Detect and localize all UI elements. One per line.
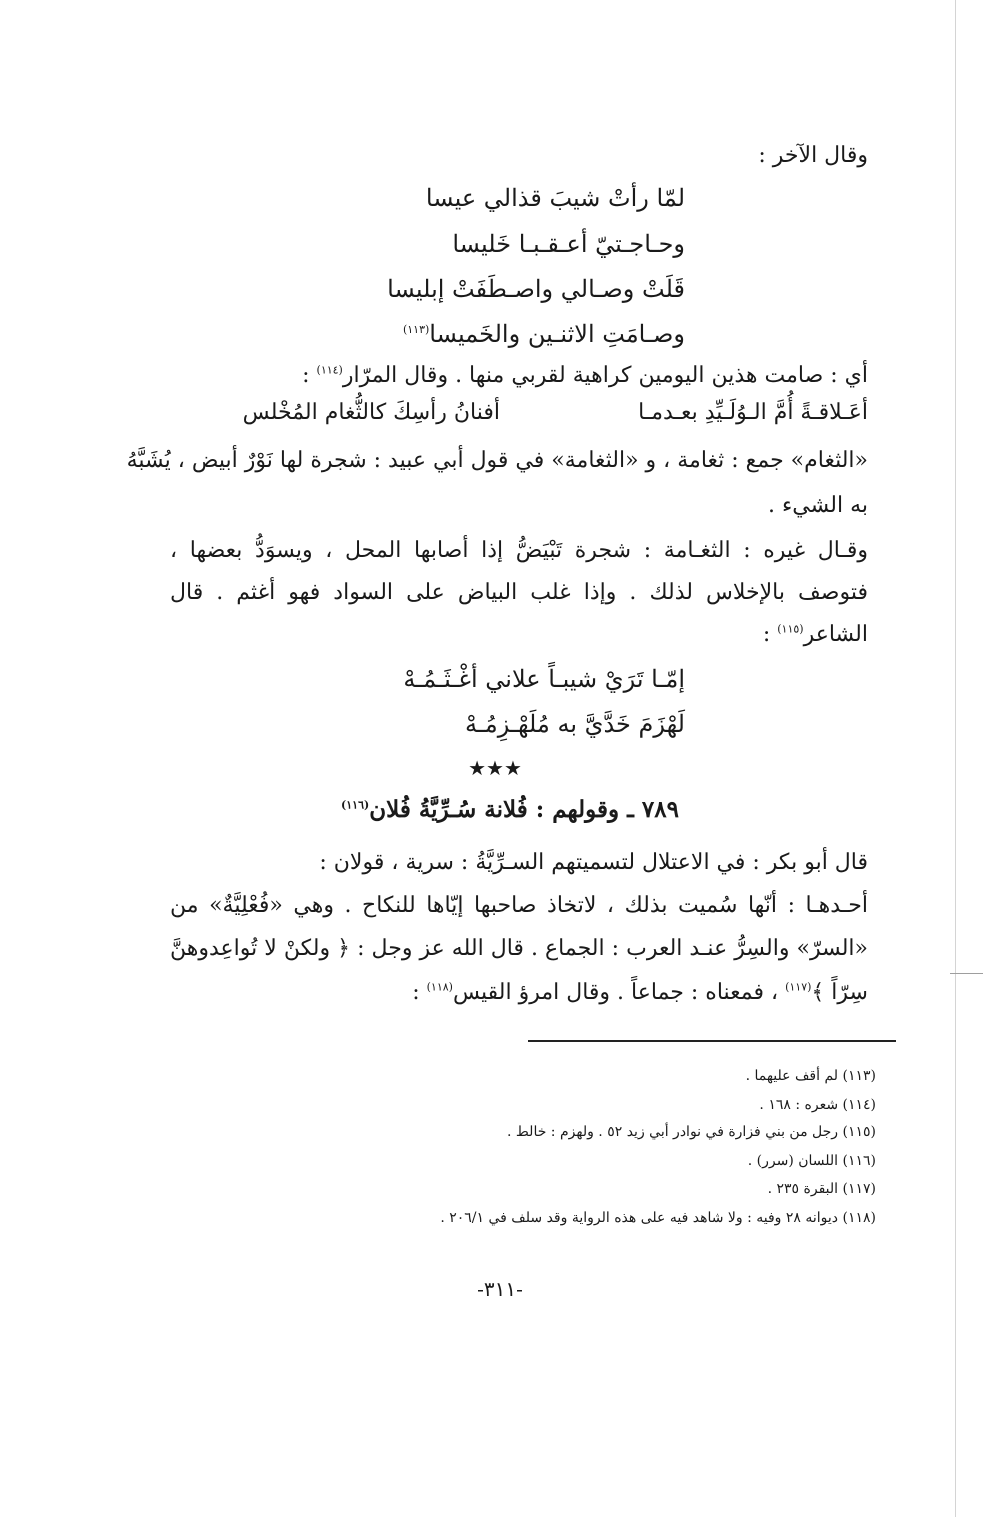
verse2-right-hemistich: أعَـلاقـةً أُمَّ الـوُلَـيِّدِ بعـدمـا bbox=[638, 400, 868, 425]
poem2-line-1: إمّـا تَرَيْ شيبـاً علاني أغْـثَـمُـهْ bbox=[403, 665, 685, 693]
paragraph-1-tail: : bbox=[302, 363, 317, 388]
footnote-ref-114: (١١٤) bbox=[316, 363, 343, 377]
paragraph-4-line-3: «السرّ» والسِرُّ عنـد العرب : الجماع . قال الله عز وجل : ﴿ ولكنْ لا تُواعِدوهنَّ bbox=[170, 936, 868, 961]
footnote-113: (١١٣) لم أقف عليهما . bbox=[745, 1068, 876, 1084]
footnote-ref-115: (١١٥) bbox=[777, 622, 804, 636]
paragraph-4-last-c: : bbox=[412, 980, 427, 1005]
footnote-ref-118: (١١٨) bbox=[426, 980, 453, 994]
page-number: -٣١١- bbox=[477, 1277, 523, 1301]
poem1-line-4 bbox=[355, 320, 685, 348]
paragraph-2-line-1: «الثغام» جمع : ثغامة ، و «الثغامة» في قول أبي عبيد : شجرة لها نَوْرٌ أبيض ، يُشَبَّهُ bbox=[126, 448, 868, 473]
poem1-line-4-text: وصـامَتِ الاثنـين والخَميسا bbox=[429, 320, 685, 348]
paragraph-4-line-2: أحـدهـا : أنّها سُميت بذلك ، لاتخاذ صاحبها إيّاها للنكاح . وهي «فُعْلِيَّةٌ» من bbox=[170, 893, 868, 918]
poem1-line-3: قَلَتْ وصـالي واصـطَفَتْ إبليسا bbox=[387, 275, 685, 303]
paragraph-4-line-1: قال أبو بكر : في الاعتلال لتسميتهم السـرِّيَّةُ : سرية ، قولان : bbox=[319, 850, 868, 875]
footnote-divider bbox=[528, 1040, 896, 1042]
intro-line: وقال الآخر : bbox=[758, 143, 868, 168]
paragraph-3-line-2: فتوصف بالإخلاس لذلك . وإذا غلب البياض على السواد فهو أغثم . قال bbox=[170, 580, 868, 605]
footnote-118: (١١٨) ديوانه ٢٨ وفيه : ولا شاهد فيه على هذه الرواية وقد سلف في ٢٠٦/١ . bbox=[440, 1210, 876, 1226]
verse2-left-hemistich: أفنانُ رأسِكَ كالثُّغام المُخْلس bbox=[242, 400, 500, 425]
section-separator-stars: ★★★ bbox=[468, 756, 522, 780]
paragraph-1-text: أي : صامت هذين اليومين كراهية لقربي منها . وقال المرّار bbox=[342, 363, 868, 388]
paragraph-3-line-3 bbox=[560, 622, 868, 647]
footnote-117: (١١٧) البقرة ٢٣٥ . bbox=[767, 1181, 876, 1197]
paragraph-3-last-text: الشاعر bbox=[803, 622, 868, 647]
paragraph-4-last-a: سِرّاً ﴾ bbox=[811, 980, 868, 1005]
paragraph-3-line-1: وقـال غيره : الثغـامة : شجرة تَبْيَضُّ إذا أصابها المحل ، ويسوَدُّ بعضها ، bbox=[170, 538, 868, 563]
footnote-114: (١١٤) شعره : ١٦٨ . bbox=[759, 1097, 876, 1113]
entry-heading bbox=[330, 796, 690, 823]
footnote-116: (١١٦) اللسان (سرر) . bbox=[747, 1153, 876, 1169]
footnote-ref-117: (١١٧) bbox=[785, 980, 812, 994]
paragraph-2-line-2: به الشيء . bbox=[767, 493, 868, 518]
poem1-line-1: لمّا رأتْ شيبَ قذالي عيسا bbox=[425, 184, 685, 212]
scan-edge-tick bbox=[950, 973, 983, 974]
paragraph-1 bbox=[300, 363, 868, 388]
scan-edge-line bbox=[955, 0, 956, 1517]
paragraph-4-last-b: ، فمعناه : جماعاً . وقال امرؤ القيس bbox=[452, 980, 786, 1005]
poem1-line-2: وحـاجـتيّ أعـقـبـا خَليسا bbox=[452, 230, 685, 258]
footnote-ref-116: (١١٦) bbox=[341, 798, 370, 812]
entry-heading-text: ٧٨٩ ـ وقولهم : فُلانة سُـرِّيَّةُ فُلان bbox=[369, 796, 679, 823]
footnote-ref-113: (١١٣) bbox=[402, 323, 430, 336]
footnote-115: (١١٥) رجل من بني فزارة في نوادر أبي زيد ٥٢ . ولهزم : خالط . bbox=[506, 1124, 876, 1140]
paragraph-4-line-4 bbox=[330, 980, 868, 1005]
paragraph-3-tail: : bbox=[762, 622, 778, 647]
poem2-line-2: لَهْزَمَ خَدَّيَّ به مُلَهْـزِمُـهْ bbox=[464, 710, 685, 738]
